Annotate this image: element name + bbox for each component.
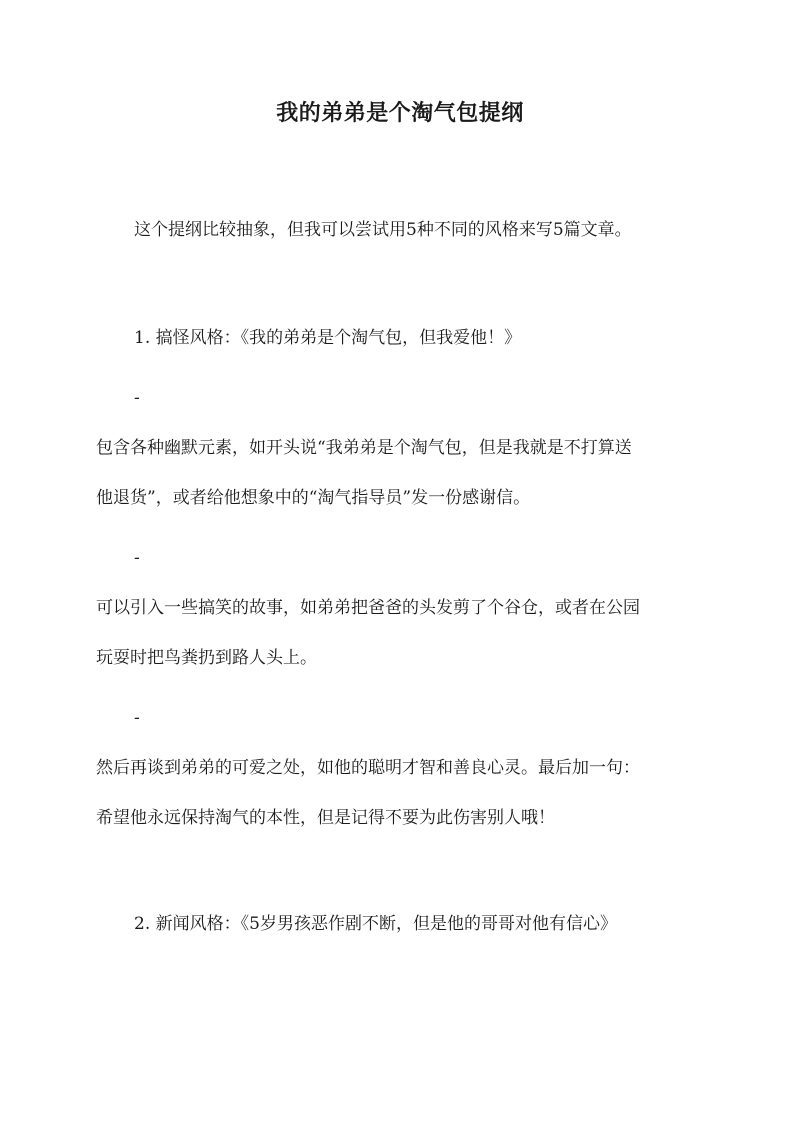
intro-paragraph: 这个提纲比较抽象，但我可以尝试用5种不同的风格来写5篇文章。: [134, 220, 632, 240]
section-2-heading: 2. 新闻风格：《5岁男孩恶作剧不断，但是他的哥哥对他有信心》: [134, 914, 617, 934]
document-title: 我的弟弟是个淘气包提纲: [276, 100, 524, 126]
point-3-line-2: 希望他永远保持淘气的本性，但是记得不要为此伤害别人哦！: [96, 808, 555, 828]
bullet-dash-3: -: [134, 708, 140, 728]
point-2-line-1: 可以引入一些搞笑的故事，如弟弟把爸爸的头发剪了个谷仓，或者在公园: [96, 598, 640, 618]
point-2-line-2: 玩耍时把鸟粪扔到路人头上。: [96, 648, 317, 668]
section-1-heading: 1. 搞怪风格：《我的弟弟是个淘气包，但我爱他！》: [134, 328, 522, 348]
point-3-line-1: 然后再谈到弟弟的可爱之处，如他的聪明才智和善良心灵。最后加一句：: [96, 758, 640, 778]
point-1-line-1: 包含各种幽默元素，如开头说“我弟弟是个淘气包，但是我就是不打算送: [96, 438, 632, 458]
bullet-dash-1: -: [134, 388, 140, 408]
point-1-line-2: 他退货”，或者给他想象中的“淘气指导员”发一份感谢信。: [96, 488, 531, 508]
bullet-dash-2: -: [134, 548, 140, 568]
